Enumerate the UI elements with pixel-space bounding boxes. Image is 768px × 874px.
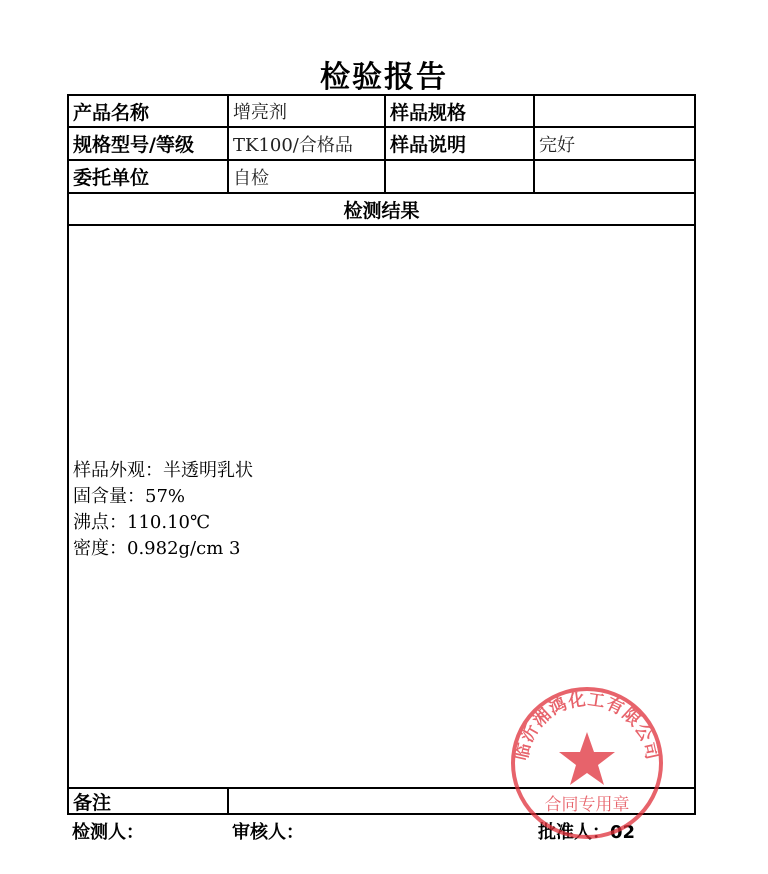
- company-seal: [508, 684, 666, 842]
- report-title: 检验报告: [320, 60, 448, 95]
- svg-text:合同专用章: 合同专用章: [544, 795, 630, 815]
- approver-label: 批准人：02: [538, 822, 636, 843]
- row-client: [69, 161, 694, 194]
- result-appearance: 样品外观：半透明乳状: [73, 460, 253, 481]
- product-name-value: 增亮剂: [229, 96, 386, 126]
- model-grade-value: TK100/合格品: [229, 128, 386, 159]
- sample-spec-value: [535, 96, 694, 126]
- result-density: 密度：0.982g/cm 3: [73, 538, 241, 559]
- row-model-grade: [69, 128, 694, 161]
- results-heading: 检测结果: [343, 199, 420, 222]
- sample-spec-label: 样品规格: [386, 96, 535, 126]
- empty-cell: [386, 161, 535, 192]
- result-boiling-point: 沸点：110.10℃: [73, 512, 211, 533]
- reviewer-label: 审核人：: [232, 822, 304, 843]
- results-heading-row: [69, 194, 694, 226]
- product-name-label: 产品名称: [69, 96, 229, 126]
- client-value: 自检: [229, 161, 386, 192]
- star-icon: [559, 732, 615, 785]
- sample-desc-value: 完好: [539, 134, 575, 156]
- client-label: 委托单位: [69, 161, 229, 192]
- sample-desc-label: 样品说明: [386, 128, 535, 159]
- remarks-label: 备注: [69, 789, 229, 813]
- result-solid-content: 固含量：57%: [73, 486, 186, 507]
- model-grade-label: 规格型号/等级: [69, 128, 229, 159]
- row-product-name: [69, 96, 694, 128]
- results-lines: [73, 458, 253, 562]
- svg-text:临沂湘鸿化工有限公司: 临沂湘鸿化工有限公司: [511, 689, 663, 763]
- empty-cell: [535, 161, 694, 192]
- inspector-label: 检测人：: [72, 822, 144, 843]
